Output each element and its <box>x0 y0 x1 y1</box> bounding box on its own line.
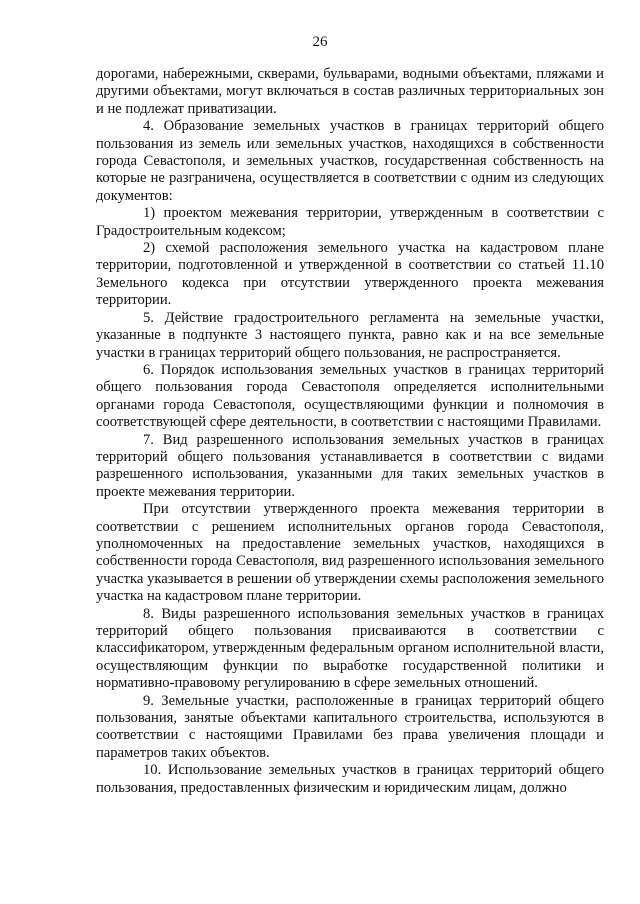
paragraph-item-10: 10. Использование земельных участков в границах территорий общего пользования, предоставленных физическим и юридическим лицам, должно <box>96 762 604 796</box>
page-number: 26 <box>312 34 328 50</box>
paragraph-item-7: 7. Вид разрешенного использования земельных участков в границах территорий общего пользования устанавливается в соответствии с видами разрешенного использования, указанными для таких земельных участков в проекте межевания территории. <box>96 431 604 500</box>
document-body <box>96 66 604 797</box>
subitem-2: 2) схемой расположения земельного участка на кадастровом плане территории, подготовленной и утвержденной в соответствии со статьей 11.10 Земельного кодекса при отсутствии утвержденного проекта межевания территории. <box>96 240 604 309</box>
subitem-1: 1) проектом межевания территории, утвержденным в соответствии с Градостроительным кодексом; <box>96 205 604 239</box>
paragraph-item-5: 5. Действие градостроительного регламента на земельные участки, указанные в подпункте 3 настоящего пункта, равно как и на все земельные участки в границах территорий общего пользования, не распространяется. <box>96 309 604 361</box>
paragraph-item-8: 8. Виды разрешенного использования земельных участков в границах территорий общего пользования присваиваются в соответствии с классификатором, утвержденным федеральным органом исполнительной власти, осуществляющим функции по выработке государственной политики и нормативно-правовому регулированию в сфере земельных отношений. <box>96 605 604 692</box>
paragraph-item-6: 6. Порядок использования земельных участков в границах территорий общего пользования города Севастополя определяется исполнительными органами города Севастополя, осуществляющими функции и полномочия в соответствующей сфере деятельности, в соответствии с настоящими Правилами. <box>96 361 604 431</box>
paragraph-item-9: 9. Земельные участки, расположенные в границах территорий общего пользования, занятые объектами капитального строительства, используются в соответствии с настоящими Правилами без права увеличения площади и параметров таких объектов. <box>96 692 604 761</box>
paragraph-item-4: 4. Образование земельных участков в границах территорий общего пользования из земель или земельных участков, находящихся в собственности города Севастополя, и земельных участков, государственная собственность на которые не разграничена, осуществляется в соответствии с одним из следующих документов: <box>96 118 604 204</box>
paragraph-item-7-continued: При отсутствии утвержденного проекта межевания территории в соответствии с решением исполнительных органов города Севастополя, уполномоченных на предоставление земельных участков, находящихся в собственности города Севастополя, вид разрешенного использования земельного участка указывается в решении об утверждении схемы расположения земельного участка на кадастровом плане территории. <box>96 501 604 605</box>
paragraph-continuation: дорогами, набережными, скверами, бульварами, водными объектами, пляжами и другими объектами, могут включаться в состав различных территориальных зон и не подлежат приватизации. <box>96 66 604 117</box>
